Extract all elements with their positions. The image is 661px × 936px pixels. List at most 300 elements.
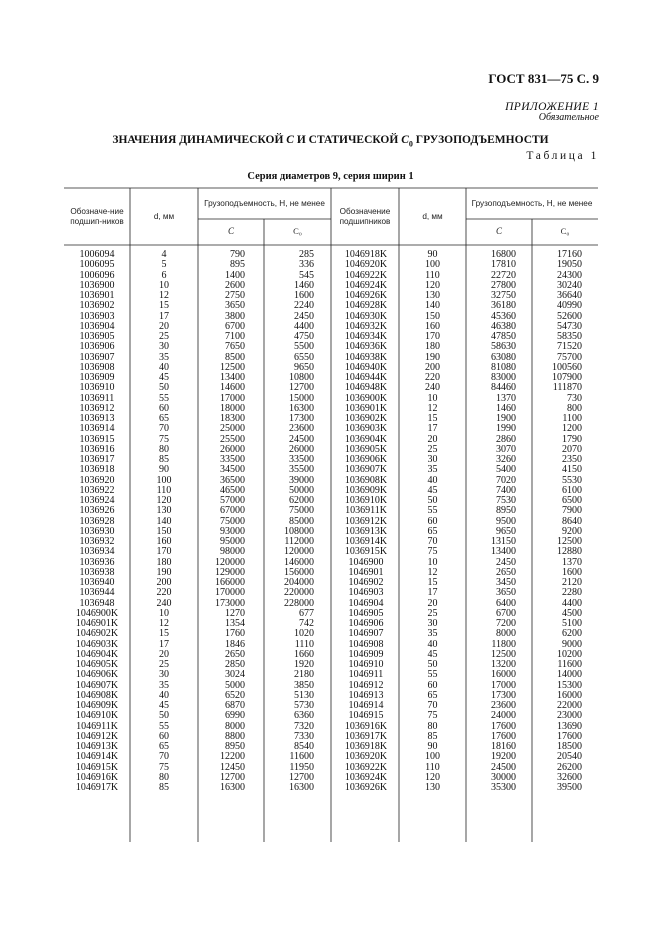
cell-left-c0: 33500: [289, 454, 314, 465]
cell-right-d: 60: [427, 515, 438, 527]
cell-left-d: 60: [159, 730, 169, 742]
cell-right-d: 30: [427, 618, 438, 629]
cell-right-c0: 111870: [552, 382, 582, 394]
cell-left-c: 25500: [220, 433, 245, 445]
cell-left-c: 8950: [225, 741, 245, 752]
cell-right-c: 84460: [491, 382, 516, 394]
cell-left-c0: 15000: [289, 392, 314, 404]
cell-left-designation: 1036918: [79, 464, 115, 476]
cell-left-d: 50: [159, 710, 169, 722]
cell-left-c0: 26000: [289, 443, 314, 455]
cell-left-designation: 1036936: [79, 556, 115, 568]
cell-right-c: 7400: [496, 484, 516, 496]
cell-right-c: 11800: [491, 638, 516, 650]
header-c0-right: C₀: [560, 226, 570, 237]
cell-left-d: 85: [159, 454, 169, 465]
cell-left-d: 75: [159, 433, 169, 445]
cell-right-d: 10: [427, 556, 438, 568]
cell-left-designation: 1036917: [79, 454, 115, 465]
cell-right-designation: 1046936K: [344, 341, 388, 353]
cell-right-c0: 5100: [562, 618, 582, 629]
cell-left-designation: 1036930: [79, 525, 115, 537]
table-row: [0, 783, 661, 793]
cell-right-c: 17810: [491, 259, 516, 271]
cell-right-c: 22720: [491, 269, 516, 281]
cell-right-designation: 1046928K: [344, 300, 388, 312]
cell-left-designation: 1046916K: [75, 771, 119, 783]
cell-left-c: 34500: [220, 464, 245, 476]
cell-left-c0: 5130: [294, 689, 314, 701]
cell-right-c0: 2280: [562, 587, 582, 599]
cell-left-designation: 1036934: [79, 546, 115, 558]
cell-right-c0: 13690: [557, 720, 582, 732]
cell-left-c0: 8540: [294, 741, 314, 752]
cell-right-designation: 1036912K: [344, 515, 388, 527]
cell-left-c: 2600: [225, 279, 245, 291]
cell-left-c: 25000: [220, 423, 245, 435]
cell-right-c0: 1200: [562, 423, 582, 435]
cell-left-c0: 120000: [284, 546, 314, 558]
cell-right-c0: 12500: [557, 536, 582, 547]
table-row: [0, 629, 661, 639]
cell-left-c0: 1920: [294, 659, 314, 670]
main-title: [0, 134, 661, 148]
cell-right-d: 12: [427, 402, 438, 414]
cell-right-d: 220: [425, 372, 440, 383]
cell-left-d: 60: [159, 402, 169, 414]
cell-right-c: 2860: [496, 433, 516, 445]
cell-right-d: 10: [427, 392, 438, 404]
cell-left-designation: 1036903: [79, 310, 115, 322]
cell-left-c0: 2180: [294, 669, 314, 681]
cell-left-c: 6700: [225, 320, 245, 332]
cell-right-designation: 1046903: [348, 587, 384, 599]
cell-left-c: 8000: [225, 720, 245, 732]
cell-left-designation: 1036906: [79, 341, 115, 353]
cell-right-c0: 71520: [557, 341, 582, 353]
table-row: [0, 465, 661, 475]
cell-right-c: 32750: [491, 290, 516, 301]
cell-left-c: 12700: [220, 771, 245, 783]
cell-right-c: 24500: [491, 761, 516, 773]
cell-right-designation: 1046914: [348, 700, 384, 711]
cell-left-designation: 1036908: [79, 361, 115, 373]
cell-right-c: 6400: [496, 597, 516, 609]
cell-right-designation: 1046913: [348, 689, 384, 701]
table-row: [0, 670, 661, 680]
cell-right-c0: 18500: [557, 741, 582, 752]
cell-right-c: 24000: [491, 710, 516, 722]
cell-right-d: 55: [427, 505, 438, 517]
cell-right-designation: 1046907: [348, 628, 384, 640]
cell-left-c0: 336: [299, 259, 314, 271]
cell-right-c0: 54730: [557, 320, 582, 332]
cell-right-d: 25: [427, 443, 438, 455]
cell-right-c: 81080: [491, 361, 516, 373]
cell-right-designation: 1046918K: [344, 249, 388, 260]
cell-left-c: 46500: [220, 484, 245, 496]
cell-left-c: 166000: [215, 577, 245, 588]
cell-left-c0: 220000: [284, 587, 314, 599]
cell-left-c: 2850: [225, 659, 245, 670]
cell-right-d: 25: [427, 607, 438, 619]
cell-right-d: 65: [427, 689, 438, 701]
cell-left-designation: 1036938: [79, 566, 115, 578]
cell-right-designation: 1046902: [348, 577, 384, 588]
cell-left-designation: 1046903K: [75, 638, 119, 650]
cell-left-c0: 6360: [294, 710, 314, 722]
cell-right-c0: 15300: [557, 679, 582, 691]
cell-right-c0: 1100: [562, 413, 582, 424]
cell-left-d: 30: [159, 669, 169, 681]
cell-left-c0: 16300: [289, 402, 314, 414]
cell-left-c0: 62000: [289, 495, 314, 506]
cell-left-c0: 146000: [284, 556, 314, 568]
cell-left-c: 170000: [215, 587, 245, 599]
cell-left-c: 33500: [220, 454, 245, 465]
cell-left-c: 98000: [220, 546, 245, 558]
cell-right-d: 70: [427, 536, 438, 547]
cell-left-d: 220: [156, 587, 172, 599]
cell-right-c0: 4400: [562, 597, 582, 609]
cell-right-c0: 1790: [562, 433, 582, 445]
cell-right-c: 3650: [496, 587, 516, 599]
cell-left-d: 30: [159, 341, 169, 353]
cell-left-c0: 4400: [294, 320, 314, 332]
cell-right-c0: 6100: [562, 484, 582, 496]
cell-right-c: 1460: [496, 402, 516, 414]
cell-left-d: 70: [159, 423, 169, 435]
cell-right-d: 35: [427, 464, 438, 476]
cell-right-d: 50: [427, 495, 438, 506]
cell-right-c0: 58350: [557, 331, 582, 342]
cell-left-designation: 1036902: [79, 300, 115, 312]
cell-right-designation: 1046920K: [344, 259, 388, 271]
cell-right-c0: 39500: [557, 782, 582, 793]
cell-right-c0: 2350: [562, 454, 582, 465]
main-title-symbol-c0-sub: 0: [408, 139, 413, 149]
cell-left-designation: 1046910K: [75, 710, 119, 722]
cell-left-c: 95000: [220, 536, 245, 547]
cell-left-c0: 677: [299, 607, 314, 619]
cell-left-designation: 1046915K: [75, 761, 119, 773]
cell-left-d: 4: [161, 249, 167, 260]
cell-left-d: 45: [159, 700, 169, 711]
cell-right-designation: 1036918K: [344, 741, 388, 752]
cell-right-c0: 17160: [557, 249, 582, 260]
cell-right-designation: 1046924K: [344, 279, 388, 291]
cell-right-c: 7200: [496, 618, 516, 629]
cell-right-c0: 26200: [557, 761, 582, 773]
cell-left-c: 18000: [220, 402, 245, 414]
cell-right-c: 1990: [496, 423, 516, 435]
cell-left-d: 17: [159, 310, 169, 322]
header-d: d, мм: [153, 211, 175, 221]
cell-right-c0: 1600: [562, 566, 582, 578]
cell-right-d: 15: [427, 577, 438, 588]
cell-left-designation: 1006095: [79, 259, 115, 271]
cell-right-designation: 1046934K: [344, 331, 388, 342]
cell-left-d: 20: [159, 648, 169, 660]
cell-left-c0: 204000: [284, 577, 314, 588]
cell-right-d: 60: [427, 679, 438, 691]
main-title-symbol-c0: C: [401, 134, 409, 146]
cell-right-d: 130: [425, 290, 440, 301]
cell-left-d: 200: [156, 577, 172, 588]
cell-right-designation: 1046911: [348, 669, 384, 681]
cell-right-d: 90: [427, 249, 438, 260]
cell-right-designation: 1036920K: [344, 751, 388, 763]
cell-left-c0: 9650: [294, 361, 314, 373]
main-title-part3: ГРУЗОПОДЪЕМНОСТИ: [412, 134, 549, 146]
cell-left-c0: 16300: [289, 782, 314, 793]
table-row: [0, 383, 661, 393]
cell-right-c0: 4150: [562, 464, 582, 476]
cell-left-designation: 1046900K: [75, 607, 119, 619]
cell-right-d: 75: [427, 546, 438, 558]
cell-right-c0: 75700: [557, 351, 582, 363]
cell-left-c: 173000: [215, 597, 245, 609]
cell-left-d: 75: [159, 761, 169, 773]
cell-left-c0: 1660: [294, 648, 314, 660]
cell-right-c: 9500: [496, 515, 516, 527]
cell-left-d: 6: [161, 269, 167, 281]
cell-right-d: 160: [425, 320, 440, 332]
cell-left-c0: 2240: [294, 300, 314, 312]
cell-right-designation: 1036915K: [344, 546, 388, 558]
cell-right-designation: 1036902K: [344, 413, 388, 424]
cell-right-c: 3260: [496, 454, 516, 465]
cell-right-designation: 1046910: [348, 659, 384, 670]
cell-left-d: 10: [159, 607, 169, 619]
cell-left-d: 15: [159, 628, 169, 640]
cell-right-c0: 2120: [562, 577, 582, 588]
cell-left-d: 150: [156, 525, 172, 537]
cell-left-c: 7650: [225, 341, 245, 353]
cell-left-designation: 1036913: [79, 413, 115, 424]
cell-left-c0: 7320: [294, 720, 314, 732]
cell-left-c0: 228000: [284, 597, 314, 609]
cell-left-d: 35: [159, 679, 169, 691]
cell-left-designation: 1036907: [79, 351, 115, 363]
cell-right-d: 20: [427, 597, 438, 609]
cell-left-d: 180: [156, 556, 172, 568]
cell-left-c: 67000: [220, 505, 245, 517]
cell-right-c: 35300: [491, 782, 516, 793]
cell-left-d: 170: [156, 546, 172, 558]
cell-right-c0: 36640: [557, 290, 582, 301]
cell-left-designation: 1036911: [79, 392, 115, 404]
cell-right-d: 70: [427, 700, 438, 711]
cell-left-c0: 10800: [289, 372, 314, 383]
cell-right-c: 83000: [491, 372, 516, 383]
cell-right-d: 110: [425, 761, 440, 773]
cell-left-c0: 39000: [289, 474, 314, 486]
cell-right-c0: 5530: [562, 474, 582, 486]
cell-left-c: 5000: [225, 679, 245, 691]
cell-left-designation: 1046909K: [75, 700, 119, 711]
cell-left-designation: 1036905: [79, 331, 115, 342]
header-capacity: Грузоподъемность, Н, не менее: [204, 198, 325, 208]
cell-right-c0: 6500: [562, 495, 582, 506]
cell-left-c0: 11600: [289, 751, 314, 763]
cell-right-designation: 1046905: [348, 607, 384, 619]
cell-left-d: 55: [159, 720, 169, 732]
cell-left-c: 3650: [225, 300, 245, 312]
cell-left-designation: 1036948: [79, 597, 115, 609]
header-c: C: [227, 226, 234, 237]
cell-left-c0: 11950: [289, 761, 314, 773]
cell-left-d: 35: [159, 351, 169, 363]
cell-right-d: 90: [427, 741, 438, 752]
cell-left-c0: 285: [299, 249, 314, 260]
cell-left-d: 70: [159, 751, 169, 763]
cell-left-c: 14600: [220, 382, 245, 394]
cell-left-c: 1846: [225, 638, 245, 650]
header-designation-right: Обозначение подшипников: [339, 207, 391, 226]
cell-right-d: 40: [427, 474, 438, 486]
cell-left-designation: 1036932: [79, 536, 115, 547]
cell-left-d: 20: [159, 320, 169, 332]
cell-left-d: 100: [156, 474, 172, 486]
cell-right-c: 63080: [491, 351, 516, 363]
cell-right-d: 120: [425, 771, 440, 783]
cell-right-d: 65: [427, 525, 438, 537]
cell-left-c0: 24500: [289, 433, 314, 445]
main-title-symbol-c: C: [286, 134, 294, 146]
cell-right-c0: 8640: [562, 515, 582, 527]
cell-left-c: 1760: [225, 628, 245, 640]
cell-right-designation: 1036901K: [344, 402, 388, 414]
cell-left-c: 57000: [220, 495, 245, 506]
cell-right-d: 35: [427, 628, 438, 640]
cell-left-c0: 4750: [294, 331, 314, 342]
cell-right-c: 7530: [496, 495, 516, 506]
main-title-part1: ЗНАЧЕНИЯ ДИНАМИЧЕСКОЙ: [112, 134, 287, 146]
cell-right-c0: 11600: [557, 659, 582, 670]
cell-left-d: 65: [159, 413, 169, 424]
cell-right-c0: 9200: [562, 525, 582, 537]
cell-right-c0: 10200: [557, 648, 582, 660]
cell-right-designation: 1036900K: [344, 392, 388, 404]
cell-right-designation: 1036906K: [344, 454, 388, 465]
cell-right-d: 75: [427, 710, 438, 722]
cell-right-d: 170: [425, 331, 440, 342]
cell-left-d: 5: [161, 259, 167, 271]
cell-right-d: 55: [427, 669, 438, 681]
cell-left-d: 140: [156, 515, 172, 527]
cell-right-c: 17300: [491, 689, 516, 701]
cell-left-designation: 1046912K: [75, 730, 119, 742]
cell-right-c0: 7900: [562, 505, 582, 517]
cell-left-c0: 1460: [294, 279, 314, 291]
cell-right-c: 8000: [496, 628, 516, 640]
cell-right-c: 1900: [496, 413, 516, 424]
table-row: [0, 260, 661, 270]
cell-right-designation: 1046930K: [344, 310, 388, 322]
cell-right-d: 45: [427, 484, 438, 496]
cell-left-c0: 156000: [284, 566, 314, 578]
cell-right-c: 18160: [491, 741, 516, 752]
cell-right-d: 120: [425, 279, 440, 291]
table-row: [0, 588, 661, 598]
cell-left-d: 40: [159, 361, 169, 373]
cell-right-c0: 730: [567, 392, 582, 404]
cell-left-d: 50: [159, 382, 169, 394]
cell-left-designation: 1036909: [79, 372, 115, 383]
cell-left-c0: 1600: [294, 290, 314, 301]
cell-right-designation: 1036903K: [344, 423, 388, 435]
cell-left-c: 8500: [225, 351, 245, 363]
cell-right-d: 180: [425, 341, 440, 353]
cell-left-designation: 1036920: [79, 474, 115, 486]
cell-left-c: 7100: [225, 331, 245, 342]
cell-left-c0: 35500: [289, 464, 314, 476]
cell-right-designation: 1046926K: [344, 290, 388, 301]
cell-left-d: 55: [159, 392, 169, 404]
cell-left-d: 12: [159, 290, 169, 301]
cell-left-c: 3024: [225, 669, 245, 681]
cell-right-designation: 1036910K: [344, 495, 388, 506]
cell-left-c: 2750: [225, 290, 245, 301]
cell-right-c: 16000: [491, 669, 516, 681]
cell-right-c: 19200: [491, 751, 516, 763]
cell-right-c0: 100560: [552, 361, 582, 373]
cell-right-d: 30: [427, 454, 438, 465]
cell-right-d: 240: [425, 382, 440, 394]
cell-left-designation: 1036904: [79, 320, 115, 332]
cell-right-d: 80: [427, 720, 438, 732]
cell-left-d: 25: [159, 331, 169, 342]
cell-left-c: 3800: [225, 310, 245, 322]
cell-left-d: 160: [156, 536, 172, 547]
cell-right-d: 110: [425, 269, 440, 281]
cell-left-c0: 85000: [289, 515, 314, 527]
cell-right-designation: 1046940K: [344, 361, 388, 373]
cell-left-designation: 1046904K: [75, 648, 119, 660]
cell-right-designation: 1036916K: [344, 720, 388, 732]
cell-left-c: 129000: [215, 566, 245, 578]
cell-left-c: 895: [230, 259, 245, 271]
cell-right-c0: 9000: [562, 638, 582, 650]
cell-right-c0: 24300: [557, 269, 582, 281]
cell-right-c: 27800: [491, 279, 516, 291]
cell-left-d: 85: [159, 782, 169, 793]
cell-right-c0: 16000: [557, 689, 582, 701]
cell-left-c0: 3850: [294, 679, 314, 691]
cell-right-c0: 30240: [557, 279, 582, 291]
cell-right-designation: 1036926K: [344, 782, 388, 793]
cell-left-c: 6520: [225, 689, 245, 701]
cell-right-c0: 20540: [557, 751, 582, 763]
cell-right-c: 46380: [491, 320, 516, 332]
cell-right-designation: 1046932K: [344, 320, 388, 332]
cell-left-c0: 2450: [294, 310, 314, 322]
cell-right-c: 30000: [491, 771, 516, 783]
cell-left-designation: 1036926: [79, 505, 115, 517]
cell-left-designation: 1046914K: [75, 751, 119, 763]
header-capacity-right: Грузоподъемность, Н, не менее: [471, 198, 593, 208]
cell-left-designation: 1046905K: [75, 659, 119, 670]
cell-left-d: 45: [159, 372, 169, 383]
cell-left-designation: 1046906K: [75, 669, 119, 681]
cell-left-c0: 545: [299, 269, 314, 281]
cell-left-c: 26000: [220, 443, 245, 455]
cell-left-d: 12: [159, 618, 169, 629]
cell-left-designation: 1036900: [79, 279, 115, 291]
appendix-subtitle: Обязательное: [538, 112, 599, 123]
cell-left-d: 17: [159, 638, 169, 650]
